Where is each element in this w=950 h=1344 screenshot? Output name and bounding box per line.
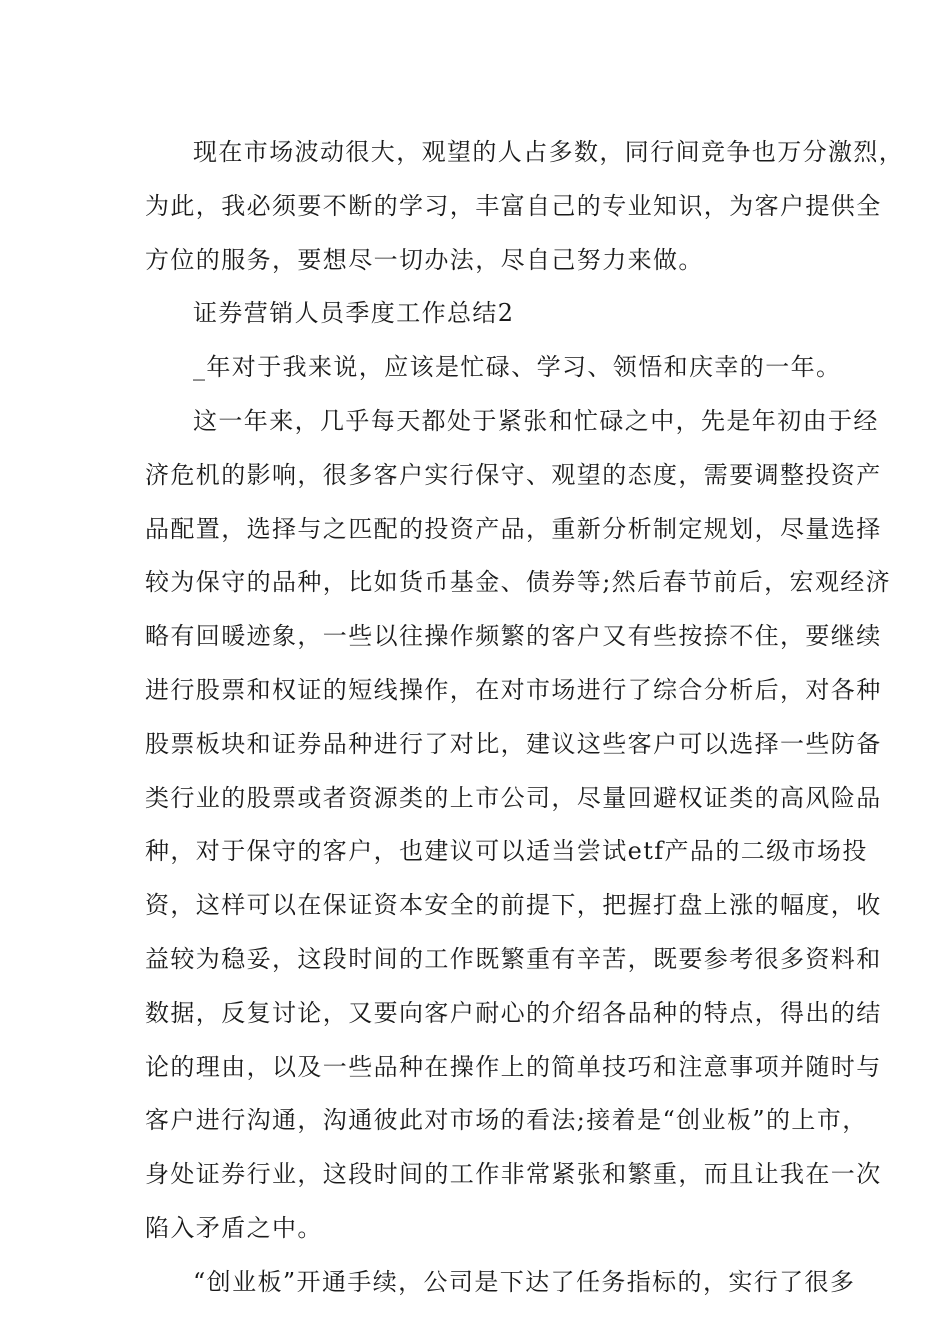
- text-line: 进行股票和权证的短线操作，在对市场进行了综合分析后，对各种: [145, 675, 882, 704]
- text-line: 数据，反复讨论，又要向客户耐心的介绍各品种的特点，得出的结: [145, 998, 882, 1027]
- text-line: _年对于我来说，应该是忙碌、学习、领悟和庆幸的一年。: [193, 353, 842, 382]
- text-line: 这一年来，几乎每天都处于紧张和忙碌之中，先是年初由于经: [193, 406, 879, 435]
- text-line: 论的理由，以及一些品种在操作上的简单技巧和注意事项并随时与: [145, 1052, 882, 1081]
- text-line: 证券营销人员季度工作总结2: [193, 299, 515, 328]
- text-line: 股票板块和证券品种进行了对比，建议这些客户可以选择一些防备: [145, 729, 882, 758]
- text-line: 略有回暖迹象，一些以往操作频繁的客户又有些按捺不住，要继续: [145, 622, 882, 651]
- text-line: 济危机的影响，很多客户实行保守、观望的态度，需要调整投资产: [145, 460, 882, 489]
- text-line: 身处证券行业，这段时间的工作非常紧张和繁重，而且让我在一次: [145, 1160, 882, 1189]
- document-body: [145, 126, 905, 1310]
- text-line: 资，这样可以在保证资本安全的前提下，把握打盘上涨的幅度，收: [145, 891, 882, 920]
- text-line: 陷入矛盾之中。: [145, 1213, 323, 1242]
- text-line: 品配置，选择与之匹配的投资产品，重新分析制定规划，尽量选择: [145, 514, 882, 543]
- text-line: 益较为稳妥，这段时间的工作既繁重有辛苦，既要参考很多资料和: [145, 944, 882, 973]
- text-line: 现在市场波动很大，观望的人占多数，同行间竞争也万分激烈，: [193, 138, 905, 166]
- text-line: “创业板”开通手续，公司是下达了任务指标的，实行了很多: [193, 1267, 856, 1296]
- text-line: 为此，我必须要不断的学习，丰富自己的专业知识，为客户提供全: [145, 191, 882, 220]
- text-line: 客户进行沟通，沟通彼此对市场的看法;接着是“创业板”的上市，: [145, 1106, 868, 1135]
- text-line: 类行业的股票或者资源类的上市公司，尽量回避权证类的高风险品: [145, 783, 882, 812]
- text-line: 方位的服务，要想尽一切办法，尽自己努力来做。: [145, 245, 704, 274]
- text-line: 较为保守的品种，比如货币基金、债券等;然后春节前后，宏观经济: [145, 568, 892, 597]
- text-line: 种，对于保守的客户，也建议可以适当尝试etf产品的二级市场投: [145, 837, 868, 866]
